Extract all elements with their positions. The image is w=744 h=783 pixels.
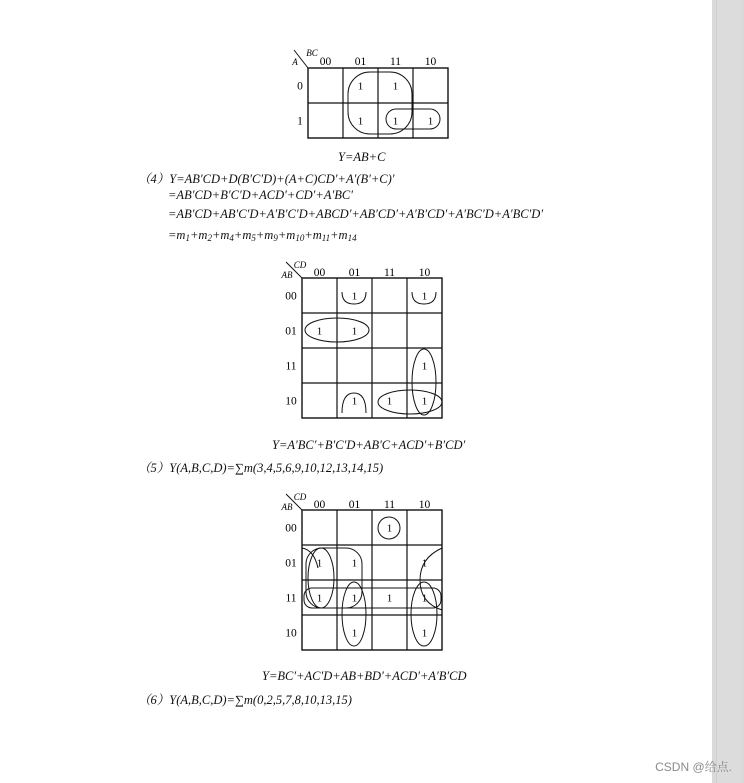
- cell-value: 1: [351, 290, 358, 303]
- corner-row-label: A: [292, 57, 298, 67]
- vertical-scrollbar[interactable]: [712, 0, 744, 783]
- column-label: 01: [354, 56, 367, 68]
- corner-col-label: CD: [293, 260, 307, 270]
- corner-col-label: BC: [306, 48, 318, 58]
- cell-value: 1: [386, 592, 393, 605]
- column-label: 01: [348, 499, 361, 511]
- column-label: 11: [389, 56, 402, 68]
- cell-value: 1: [316, 592, 323, 605]
- minterm: $+m_9$: [255, 228, 278, 243]
- column-label: 00: [313, 499, 326, 511]
- column-label: 01: [348, 267, 361, 279]
- karnaugh-map-1: [284, 48, 464, 153]
- karnaugh-map-3: [270, 488, 460, 663]
- column-label: 10: [424, 56, 437, 68]
- row-label: 00: [285, 522, 297, 535]
- cell-value: 1: [421, 395, 428, 408]
- map2-result: Y=A′BC′+B′C′D+AB′C+ACD′+B′CD′: [272, 438, 466, 452]
- cell-value: 1: [351, 592, 358, 605]
- column-label: 10: [418, 499, 431, 511]
- row-label: 10: [285, 395, 297, 408]
- problem6-line: （6）Y(A,B,C,D)=∑m(0,2,5,7,8,10,13,15): [138, 693, 352, 707]
- row-label: 0: [297, 80, 303, 93]
- row-label: 11: [285, 360, 297, 373]
- map1-result: Y=AB+C: [338, 150, 386, 164]
- corner-row-label: AB: [281, 270, 293, 280]
- row-label: 01: [285, 557, 297, 570]
- cell-value: 1: [421, 592, 428, 605]
- row-label: 10: [285, 627, 297, 640]
- cell-value: 1: [421, 627, 428, 640]
- cell-value: 1: [421, 557, 428, 570]
- cell-value: 1: [351, 325, 358, 338]
- row-label: 11: [285, 592, 297, 605]
- cell-value: 1: [427, 115, 434, 128]
- cell-value: 1: [316, 557, 323, 570]
- minterm: $+m_{10}$: [277, 228, 305, 243]
- corner-col-label: CD: [293, 492, 307, 502]
- cell-value: 1: [386, 395, 393, 408]
- cell-value: 1: [351, 557, 358, 570]
- problem4-line3: =AB′CD+AB′C′D+A′B′C′D+ABCD′+AB′CD′+A′B′CD′+A′BC′D+A′BC′D′: [168, 207, 544, 221]
- column-label: 11: [383, 499, 396, 511]
- problem4-line1: （4）Y=AB′CD+D(B′C′D)+(A+C)CD′+A′(B′+C)′: [138, 172, 395, 186]
- cell-value: 1: [392, 80, 399, 93]
- problem5-line: （5）Y(A,B,C,D)=∑m(3,4,5,6,9,10,12,13,14,15): [138, 461, 384, 475]
- scrollbar-thumb[interactable]: [716, 0, 741, 783]
- cell-value: 1: [421, 360, 428, 373]
- row-label: 01: [285, 325, 297, 338]
- cell-value: 1: [357, 80, 364, 93]
- minterm: $+m_{14}$: [330, 228, 357, 243]
- column-label: 11: [383, 267, 396, 279]
- cell-value: 1: [392, 115, 399, 128]
- column-label: 00: [313, 267, 326, 279]
- minterm: $+m_2$: [189, 228, 212, 243]
- cell-value: 1: [421, 290, 428, 303]
- watermark: CSDN @给点.: [655, 760, 732, 774]
- minterm: $+m_{11}$: [304, 228, 331, 243]
- karnaugh-map-2: [270, 258, 460, 433]
- cell-value: 1: [351, 627, 358, 640]
- column-label: 10: [418, 267, 431, 279]
- row-label: 00: [285, 290, 297, 303]
- minterm: $+m_5$: [233, 228, 256, 243]
- minterm: $=m_1$: [168, 228, 190, 243]
- cell-value: 1: [386, 522, 393, 535]
- corner-row-label: AB: [281, 502, 293, 512]
- row-label: 1: [297, 115, 303, 128]
- problem4-line2: =AB′CD+B′C′D+ACD′+CD′+A′BC′: [168, 188, 353, 202]
- minterm: $+m_4$: [211, 228, 234, 243]
- map3-result: Y=BC′+AC′D+AB+BD′+ACD′+A′B′CD: [262, 669, 467, 683]
- column-label: 00: [319, 56, 332, 68]
- cell-value: 1: [357, 115, 364, 128]
- cell-value: 1: [316, 325, 323, 338]
- problem4-line4: [168, 228, 357, 243]
- cell-value: 1: [351, 395, 358, 408]
